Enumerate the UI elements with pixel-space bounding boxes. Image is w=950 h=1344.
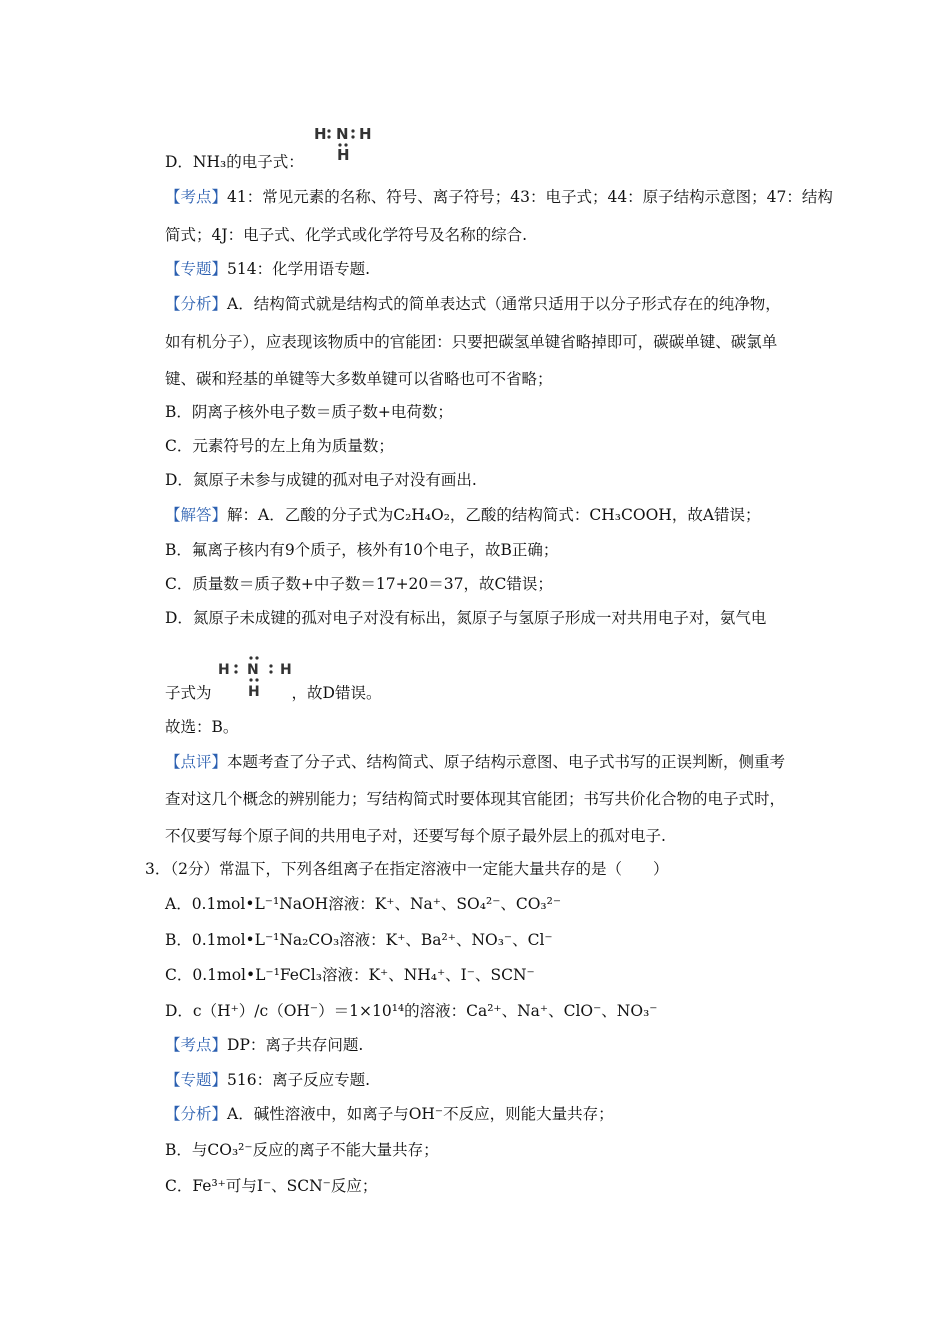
q3-fenxi-c: C．Fe³⁺可与I⁻、SCN⁻反应； bbox=[165, 1177, 378, 1195]
q3-option-b: B．0.1mol•L⁻¹Na₂CO₃溶液：K⁺、Ba²⁺、NO₃⁻、Cl⁻ bbox=[165, 931, 553, 949]
q3-fenxi-b: B．与CO₃²⁻反应的离子不能大量共存； bbox=[165, 1141, 439, 1159]
svg-text:H: H bbox=[218, 662, 230, 678]
q2-dianping-2: 查对这几个概念的辨别能力；写结构简式时要体现其官能团；书写共价化合物的电子式时， bbox=[165, 790, 786, 808]
q2-dianping-3: 不仅要写每个原子间的共用电子对，还要写每个原子最外层上的孤对电子. bbox=[165, 827, 666, 845]
q3-option-d: D．c（H⁺）/c（OH⁻）＝1×10¹⁴的溶液：Ca²⁺、Na⁺、ClO⁻、NO₃⁻ bbox=[165, 1002, 658, 1020]
q2-fenxi-b: B．阴离子核外电子数＝质子数+电荷数； bbox=[165, 403, 453, 421]
q3-fenxi: 【分析】A．碱性溶液中，如离子与OH⁻不反应，则能大量共存； bbox=[165, 1105, 614, 1123]
q2-jieda-b: B．氟离子核内有9个质子，核外有10个电子，故B正确； bbox=[165, 541, 559, 559]
q3-option-a: A．0.1mol•L⁻¹NaOH溶液：K⁺、Na⁺、SO₄²⁻、CO₃²⁻ bbox=[165, 895, 562, 913]
svg-text:H: H bbox=[280, 662, 292, 678]
q2-jieda-c: C．质量数＝质子数+中子数＝17+20＝37，故C错误； bbox=[165, 575, 553, 593]
q2-fenxi-2: 如有机分子），应表现该物质中的官能团：只要把碳氢单键省略掉即可，碳碳单键、碳氯单 bbox=[165, 333, 778, 351]
nh3-electron-formula-image bbox=[314, 122, 376, 164]
q2-fenxi-3: 键、碳和羟基的单键等大多数单键可以省略也可不省略； bbox=[165, 370, 553, 388]
q2-fenxi-d: D．氮原子未参与成键的孤对电子对没有画出. bbox=[165, 471, 477, 489]
q2-zhuanti: 【专题】514：化学用语专题. bbox=[165, 260, 371, 278]
q2-kaodian-cont: 简式；4J：电子式、化学式或化学符号及名称的综合. bbox=[165, 226, 528, 244]
q3-option-c: C．0.1mol•L⁻¹FeCl₃溶液：K⁺、NH₄⁺、I⁻、SCN⁻ bbox=[165, 966, 535, 984]
svg-text:H: H bbox=[314, 125, 327, 143]
q2-fenxi-c: C．元素符号的左上角为质量数； bbox=[165, 437, 394, 455]
kaodian-tag: 【考点】 bbox=[165, 188, 228, 206]
q2-kaodian: 【考点】41：常见元素的名称、符号、离子符号；43：电子式；44：原子结构示意图；47：结构 bbox=[165, 188, 833, 206]
q2-dianping: 【点评】本题考查了分子式、结构简式、原子结构示意图、电子式书写的正误判断，侧重考 bbox=[165, 753, 786, 771]
svg-text:H: H bbox=[359, 125, 372, 143]
q2-fenxi: 【分析】A．结构简式就是结构式的简单表达式（通常只适用于以分子形式存在的纯净物， bbox=[165, 295, 781, 313]
q2-jieda: 【解答】解：A．乙酸的分子式为C₂H₄O₂，乙酸的结构简式：CH₃COOH，故A错误； bbox=[165, 506, 761, 524]
q3-zhuanti: 【专题】516：离子反应专题. bbox=[165, 1071, 371, 1089]
q2-jieda-d-cont: 子式为 ，故D错误。 bbox=[165, 684, 382, 702]
q3-kaodian: 【考点】DP：离子共存问题. bbox=[165, 1036, 364, 1054]
q2-option-d: D．NH₃的电子式： bbox=[165, 153, 304, 171]
nh3-lewis-structure bbox=[314, 122, 376, 164]
svg-text:N: N bbox=[247, 662, 259, 678]
svg-text:H: H bbox=[248, 684, 260, 700]
svg-text:H: H bbox=[337, 146, 350, 164]
svg-text:N: N bbox=[336, 125, 349, 143]
q3-stem: 3．（2分）常温下，下列各组离子在指定溶液中一定能大量共存的是（ ） bbox=[145, 860, 669, 878]
q2-jieda-d: D．氮原子未成键的孤对电子对没有标出，氮原子与氢原子形成一对共用电子对，氨气电 bbox=[165, 609, 767, 627]
q2-answer: 故选：B。 bbox=[165, 718, 239, 736]
